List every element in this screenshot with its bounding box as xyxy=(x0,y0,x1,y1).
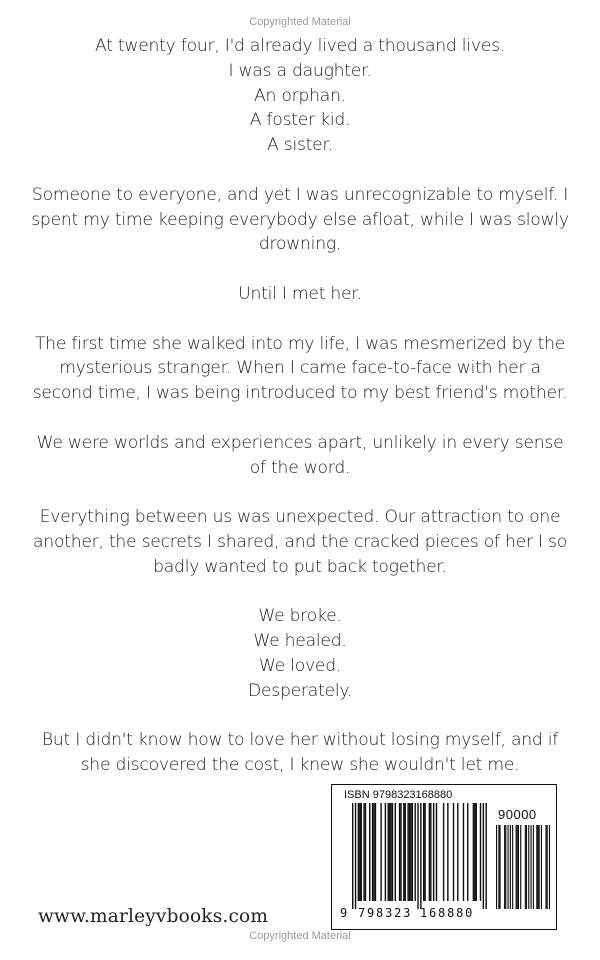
barcode-bar xyxy=(429,803,430,901)
blurb-paragraph-5 xyxy=(22,431,578,481)
barcode-bar xyxy=(412,803,413,901)
supplement-bar xyxy=(533,825,534,909)
barcode-right-digits: 168880 xyxy=(420,906,475,920)
supplement-bar xyxy=(517,825,518,909)
barcode-bar xyxy=(410,803,411,901)
barcode-bar xyxy=(447,803,448,901)
barcode-bar xyxy=(407,803,408,901)
barcode-bar xyxy=(373,803,374,901)
barcode-bar xyxy=(414,803,415,901)
supplement-bar xyxy=(505,825,506,909)
supplement-bar xyxy=(518,825,519,909)
barcode-bar xyxy=(399,803,400,901)
blurb-line: Desperately. xyxy=(247,680,353,701)
blurb-line: We were worlds and experiences apart, unlikely in every sense xyxy=(36,432,564,453)
supplement-bar xyxy=(531,825,532,909)
blurb-line: Until I met her. xyxy=(238,283,362,304)
blurb-paragraph-4 xyxy=(22,332,578,406)
barcode-bar xyxy=(483,803,484,909)
supplement-bar xyxy=(539,825,540,909)
isbn-barcode xyxy=(331,784,557,930)
barcode-bar xyxy=(355,803,356,909)
barcode-bar xyxy=(403,803,404,901)
blurb-paragraph-8 xyxy=(22,728,578,778)
supplement-bar xyxy=(545,825,546,909)
blurb-paragraph-3 xyxy=(22,282,578,307)
supplement-bar xyxy=(536,825,537,909)
barcode-bar xyxy=(417,803,418,909)
blurb-line: second time, I was being introduced to my best friend's mother. xyxy=(32,383,568,404)
barcode-bar xyxy=(474,803,475,901)
blurb-line: An orphan. xyxy=(254,85,346,106)
barcode-bar xyxy=(476,803,477,901)
blurb-stanza-1 xyxy=(22,34,578,158)
price-code: 90000 xyxy=(498,807,537,822)
supplement-bar xyxy=(541,825,542,909)
barcode-bar xyxy=(430,803,431,901)
barcode-bar xyxy=(392,803,393,901)
barcode-bar xyxy=(380,803,381,901)
supplement-bar xyxy=(504,825,505,909)
barcode-bar xyxy=(389,803,390,901)
blurb-line: another, the secrets I shared, and the cracked pieces of her I so xyxy=(33,531,567,552)
supplement-bar xyxy=(512,825,513,909)
supplement-bar xyxy=(496,825,497,909)
barcode-bar xyxy=(485,803,486,909)
barcode-first-digit: 9 xyxy=(340,906,348,920)
supplement-bar xyxy=(516,825,517,909)
barcode-bar xyxy=(375,803,376,901)
barcode-bar xyxy=(423,803,424,901)
blurb-line: A foster kid. xyxy=(249,110,351,131)
blurb-line: drowning. xyxy=(258,234,342,255)
copyright-watermark-top: Copyrighted Material xyxy=(249,16,351,28)
barcode-bar xyxy=(457,803,458,901)
barcode-bar xyxy=(352,803,353,909)
barcode-bar xyxy=(467,803,468,901)
barcode-bar xyxy=(463,803,464,901)
blurb-line: The first time she walked into my life, I was mesmerized by the xyxy=(34,333,566,354)
barcode-bar xyxy=(365,803,366,901)
barcode-bar xyxy=(390,803,391,901)
blurb-line: of the word. xyxy=(249,457,351,478)
supplement-bar xyxy=(525,825,526,909)
barcode-bar xyxy=(433,803,434,901)
isbn-label: ISBN 9798323168880 xyxy=(344,789,453,801)
barcode-bar xyxy=(359,803,360,901)
blurb-line: At twenty four, I'd already lived a thousand lives. xyxy=(95,36,505,56)
supplement-bar xyxy=(537,825,538,909)
blurb-line: We loved. xyxy=(258,655,342,676)
barcode-bar xyxy=(361,803,362,901)
barcode-bar xyxy=(358,803,359,901)
blurb-line: I was a daughter. xyxy=(228,60,372,81)
barcode-bar xyxy=(453,803,454,901)
barcode-bar xyxy=(443,803,444,901)
supplement-bar xyxy=(549,825,550,909)
blurb-line: Everything between us was unexpected. Our attraction to one xyxy=(39,507,561,528)
blurb-line: she discovered the cost, I knew she wouldn't let me. xyxy=(80,755,520,776)
barcode-bar xyxy=(409,803,410,901)
blurb-line: But I didn't know how to love her without losing myself, and if xyxy=(41,730,559,751)
supplement-bar xyxy=(526,825,527,909)
barcode-bar xyxy=(480,803,481,901)
copyright-watermark-bottom: Copyrighted Material xyxy=(249,930,351,942)
barcode-bar xyxy=(400,803,401,901)
author-website[interactable]: www.marleyvbooks.com xyxy=(38,906,269,927)
blurb-line: A sister. xyxy=(267,135,333,156)
supplement-bar xyxy=(547,825,548,909)
barcode-bar xyxy=(395,803,396,901)
supplement-bar xyxy=(520,825,521,909)
barcode-bar xyxy=(372,803,373,901)
supplement-bar xyxy=(498,825,499,909)
barcode-bar xyxy=(424,803,425,901)
blurb-line: We healed. xyxy=(253,631,347,652)
blurb-line: badly wanted to put back together. xyxy=(153,556,447,577)
supplement-bar xyxy=(528,825,529,909)
back-cover-blurb xyxy=(22,34,578,803)
blurb-line: We broke. xyxy=(258,606,342,627)
blurb-line: mysterious stranger. When I came face-to-face with her a xyxy=(59,358,541,379)
barcode-bar xyxy=(420,803,421,909)
blurb-stanza-7 xyxy=(22,604,578,703)
barcode-bar xyxy=(436,803,437,901)
supplement-bar xyxy=(499,825,500,909)
barcode-bar xyxy=(473,803,474,901)
barcode-bar xyxy=(388,803,389,901)
blurb-line: Someone to everyone, and yet I was unrecognizable to myself. I xyxy=(31,184,569,205)
blurb-paragraph-2 xyxy=(22,183,578,257)
barcode-left-digits: 798323 xyxy=(358,906,413,920)
supplement-bar xyxy=(510,825,511,909)
supplement-bar xyxy=(508,825,509,909)
barcode-bar xyxy=(369,803,370,901)
barcode-bar xyxy=(405,803,406,901)
blurb-line: spent my time keeping everybody else afloat, while I was slowly xyxy=(31,209,569,230)
barcode-bar xyxy=(385,803,386,901)
blurb-paragraph-6 xyxy=(22,505,578,579)
barcode-bar xyxy=(363,803,364,901)
